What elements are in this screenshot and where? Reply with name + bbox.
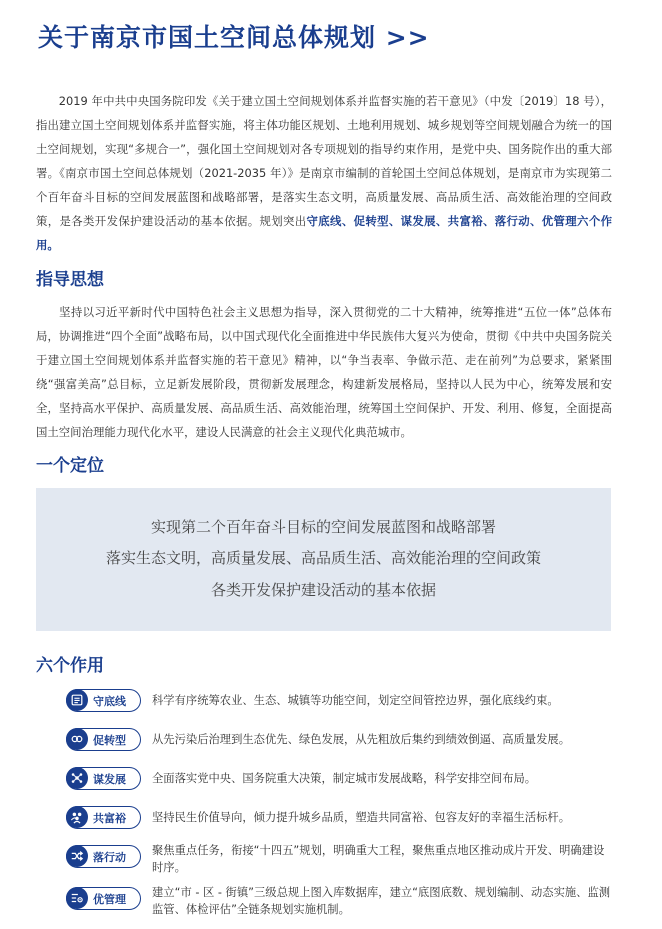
position-heading: 一个定位 <box>36 456 104 476</box>
role-badge <box>66 887 141 910</box>
role-label: 共富裕 <box>93 812 126 825</box>
role-badge <box>66 689 141 712</box>
role-label: 促转型 <box>93 734 126 747</box>
role-label: 优管理 <box>93 893 126 906</box>
role-item-moufazhan <box>66 764 626 794</box>
role-item-gongfuyu <box>66 803 626 833</box>
role-description: 聚焦重点任务，衔接“十四五”规划，明确重大工程，聚焦重点地区推动成片开发、明确建设时序。 <box>152 844 605 874</box>
guide-heading: 指导思想 <box>36 270 104 290</box>
position-line: 各类开发保护建设活动的基本依据 <box>210 581 436 599</box>
intro-paragraph <box>36 89 612 257</box>
roles-heading: 六个作用 <box>36 656 104 676</box>
position-line: 落实生态文明，高质量发展、高品质生活、高效能治理的空间政策 <box>105 549 541 567</box>
shield-grid-icon <box>66 689 88 711</box>
role-description: 从先污染后治理到生态优先、绿色发展，从先粗放后集约到绩效倒逼、高质量发展。 <box>152 733 570 746</box>
role-item-luoxingdong <box>66 842 626 872</box>
page-title: 关于南京市国土空间总体规划 >> <box>38 23 430 52</box>
intro-text: 2019 年中共中央国务院印发《关于建立国土空间规划体系并监督实施的若干意见》（中发〔2019〕18 号），指出建立国土空间规划体系并监督实施，将主体功能区规划、土地利用规划、城乡规划等空间规划融合为统一的国土空间规划，实现“多规合一”，强化国土空间规划对各专项规划的指导约束作用，是党中央、国务院作出的重大部署。《南京市国土空间总体规划（2021-2035 年）》是南京市编制的首轮国土空间总体规划，是南京市为实现第二个百年奋斗目标的空间发展蓝图和战略部署，是落实生态文明，高质量发展、高品质生活、高效能治理的空间政策，是各类开发保护建设活动的基本依据。规划突出 <box>36 94 612 228</box>
people-icon <box>66 806 88 828</box>
position-line: 实现第二个百年奋斗目标的空间发展蓝图和战略部署 <box>150 518 496 536</box>
guide-text: 坚持以习近平新时代中国特色社会主义思想为指导，深入贯彻党的二十大精神，统筹推进“五位一体”总体布局，协调推进“四个全面”战略布局，以中国式现代化全面推进中华民族伟大复兴为使命，贯彻《中共中央国务院关于建立国土空间规划体系并监督实施的若干意见》精神，以“争当表率、争做示范、走在前列”为总要求，紧紧围绕“强富美高”总目标，立足新发展阶段，贯彻新发展理念，构建新发展格局，坚持以人民为中心，统筹发展和安全，坚持高水平保护、高质量发展、高品质生活、高效能治理，统筹国土空间保护、开发、利用、修复，全面提高国土空间治理能力现代化水平，建设人民满意的社会主义现代化典范城市。 <box>36 305 612 439</box>
role-description: 科学有序统筹农业、生态、城镇等功能空间，划定空间管控边界，强化底线约束。 <box>152 694 559 707</box>
role-label: 守底线 <box>93 695 126 708</box>
guide-paragraph <box>36 300 612 444</box>
role-badge <box>66 728 141 751</box>
list-settings-icon <box>66 887 88 909</box>
role-item-youguanli <box>66 884 626 914</box>
role-item-cuzhuanxing <box>66 725 626 755</box>
shuffle-icon <box>66 845 88 867</box>
role-badge <box>66 767 141 790</box>
network-icon <box>66 767 88 789</box>
role-item-shoudixian <box>66 686 626 716</box>
role-badge <box>66 845 141 868</box>
role-badge <box>66 806 141 829</box>
role-description: 坚持民生价值导向，倾力提升城乡品质，塑造共同富裕、包容友好的幸福生活标杆。 <box>152 811 570 824</box>
role-label: 落行动 <box>93 851 126 864</box>
role-description: 全面落实党中央、国务院重大决策，制定城市发展战略，科学安排空间布局。 <box>152 772 537 785</box>
role-label: 谋发展 <box>93 773 126 786</box>
intro-highlight: 守底线、促转型、谋发展、共富裕、落行动、优管理六个作用。 <box>36 214 612 252</box>
cycle-icon <box>66 728 88 750</box>
role-description: 建立“市 - 区 - 街镇”三级总规上图入库数据库，建立“底图底数、规划编制、动态实施、监测监管、体检评估”全链条规划实施机制。 <box>152 886 611 916</box>
position-box <box>36 488 611 631</box>
